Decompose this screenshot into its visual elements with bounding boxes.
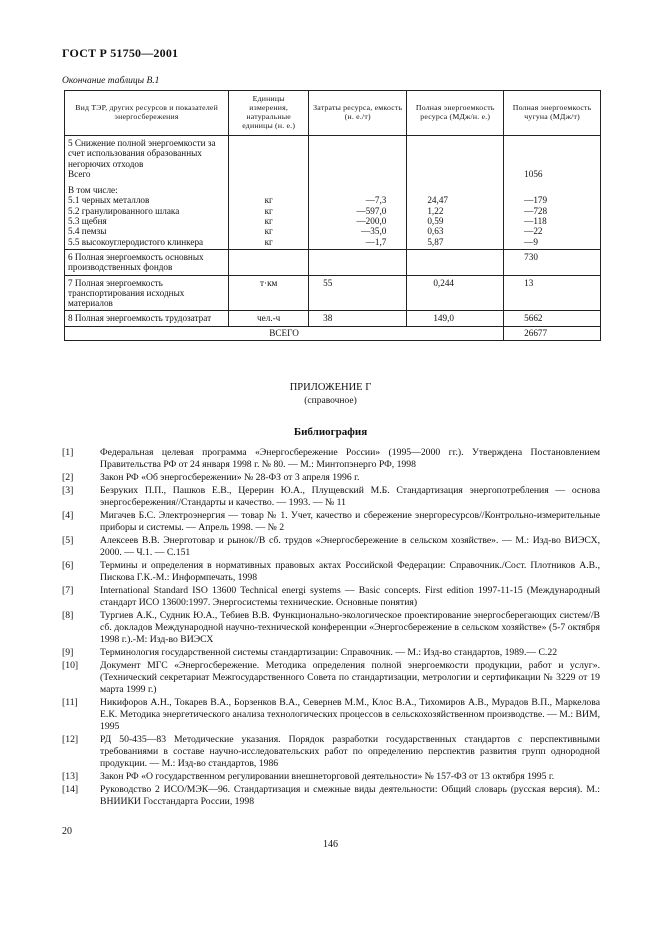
total-label: ВСЕГО	[65, 326, 504, 340]
table-total-row	[65, 326, 601, 340]
table-row	[65, 311, 601, 326]
bib-number: [14]	[62, 784, 79, 795]
bibliography-heading: Библиография	[293, 426, 368, 438]
header-cast-iron-energy: Полная энергоемкость чугуна (МДж/т)	[504, 91, 601, 136]
bib-number: [13]	[62, 771, 79, 782]
bib-text: Алексеев В.В. Энерготовар и рынок//В сб. трудов «Энергосбережение в сельском хозяйстве». — М.: Изд-во ВИЭСХ, 2000. — Ч.1. — С.151	[100, 535, 600, 558]
item-cost: —35,0	[309, 226, 407, 236]
bib-number: [7]	[62, 585, 74, 596]
row5-total-value: 1056	[504, 169, 601, 179]
list-item	[62, 784, 600, 808]
item-name: 5.1 черных металлов	[65, 195, 229, 205]
item-unit: кг	[229, 206, 309, 216]
item-cast: —728	[504, 206, 601, 216]
list-item	[62, 510, 600, 534]
list-item	[62, 535, 600, 559]
bib-text: Документ МГС «Энергосбережение. Методика определения полной энергоемкости продукции, работ и услуг». (Технический секретариат Межгосударственного Совета по стандартизации, метрологии и сертификации № 3229 от 19 марта 1999 г.)	[100, 660, 600, 695]
table-row	[65, 179, 601, 195]
bib-number: [9]	[62, 647, 74, 658]
item-unit: кг	[229, 216, 309, 226]
item-cost: —200,0	[309, 216, 407, 226]
item-cast: —9	[504, 237, 601, 250]
list-item	[62, 660, 600, 696]
list-item	[62, 610, 600, 646]
bib-text: Федеральная целевая программа «Энергосбережение России» (1995—2000 гг.). Утверждена Постановлением Правительства РФ от 24 января 1998 г. № 80. — М.: Минтопэнерго РФ, 1998	[100, 447, 600, 470]
list-item	[62, 560, 600, 584]
item-cost: —1,7	[309, 237, 407, 250]
row7-cast: 13	[504, 275, 601, 311]
list-item	[62, 647, 600, 659]
table-row	[65, 136, 601, 169]
header-units: Единицы измерения, натуральные единицы (н. е.)	[229, 91, 309, 136]
list-item	[62, 771, 600, 783]
bib-number: [2]	[62, 472, 74, 483]
bib-text: Безруких П.П., Пашков Е.В., Цеpeрин Ю.А., Плущевский М.Б. Стандартизация энергопотребления — основа энергосбережения//Стандарты и качество. — 1993. — № 11	[100, 485, 600, 508]
bib-text: Закон РФ «Об энергосбережении» № 28-ФЗ от 3 апреля 1996 г.	[100, 472, 360, 483]
row5-total-label: Всего	[65, 169, 229, 179]
bib-number: [11]	[62, 697, 78, 708]
table-row	[65, 237, 601, 250]
list-item	[62, 585, 600, 609]
bib-text: Термины и определения в нормативных правовых актах Российской Федерации: Справочник./Сост. Плотников А.В., Пискова Г.К.-М.: Информпечать, 1998	[100, 560, 600, 583]
item-energy: 0,63	[407, 226, 504, 236]
bib-number: [6]	[62, 560, 74, 571]
item-cost: —597,0	[309, 206, 407, 216]
row8-unit: чел.-ч	[229, 311, 309, 326]
item-energy: 0,59	[407, 216, 504, 226]
energy-table	[64, 90, 601, 341]
table-row	[65, 226, 601, 236]
row7-energy: 0,244	[407, 275, 504, 311]
item-cast: —179	[504, 195, 601, 205]
page-number-center: 146	[323, 839, 338, 850]
item-energy: 5,87	[407, 237, 504, 250]
list-item	[62, 447, 600, 471]
table-row	[65, 275, 601, 311]
page-number-left: 20	[62, 826, 72, 837]
bib-text: Мигачев Б.С. Электроэнергия — товар № 1. Учет, качество и сбережение энергоресурсов//Контрольно-измерительные приборы и системы. — Апрель 1998. — № 2	[100, 510, 600, 533]
table-row	[65, 195, 601, 205]
row5-sub-label: В том числе:	[65, 179, 229, 195]
table-row	[65, 206, 601, 216]
table-row	[65, 249, 601, 275]
item-unit: кг	[229, 195, 309, 205]
bib-number: [5]	[62, 535, 74, 546]
row8-cost: 38	[309, 311, 407, 326]
item-energy: 1,22	[407, 206, 504, 216]
row8-name: 8 Полная энергоемкость трудозатрат	[65, 311, 229, 326]
item-cast: —22	[504, 226, 601, 236]
row7-name: 7 Полная энергоемкость транспортирования исходных материалов	[65, 275, 229, 311]
header-resource-type: Вид ТЭР, других ресурсов и показателей энергосбережения	[65, 91, 229, 136]
bib-number: [1]	[62, 447, 74, 458]
item-unit: кг	[229, 237, 309, 250]
header-resource-energy: Полная энергоемкость ресурса (МДж/н. е.)	[407, 91, 504, 136]
bib-text: Терминология государственной системы стандартизации: Справочник. — М.: Изд-во стандартов, 1989.— С.22	[100, 647, 558, 658]
bib-text: РД 50-435—83 Методические указания. Порядок разработки государственных стандартов с перспективными требованиями в составе научно-исследовательских работ по определению перспектив развития групп однородной продукции. — М.: Изд-во стандартов, 1986	[100, 734, 600, 769]
bib-number: [8]	[62, 610, 74, 621]
bib-text: Закон РФ «О государственном регулировании внешнеторговой деятельности» № 157-ФЗ от 13 октября 1995 г.	[100, 771, 555, 782]
total-value: 26677	[504, 326, 601, 340]
table-caption: Окончание таблицы В.1	[62, 76, 160, 86]
item-unit: кг	[229, 226, 309, 236]
bib-text: Никифоров А.Н., Токарев В.А., Борзенков В.А., Севернев М.М., Клос В.А., Тихомиров А.В., Мурадов В.П., Маркелова Е.К. Методика энергетического анализа технологических процессов в сельскохозяйственном производстве. — М.: ВИМ, 1995	[100, 697, 600, 732]
list-item	[62, 697, 600, 733]
bib-number: [4]	[62, 510, 74, 521]
document-id: ГОСТ Р 51750—2001	[62, 46, 179, 60]
item-name: 5.3 щебня	[65, 216, 229, 226]
list-item	[62, 472, 600, 484]
row8-energy: 149,0	[407, 311, 504, 326]
list-item	[62, 485, 600, 509]
appendix-note: (справочное)	[304, 396, 357, 406]
row7-unit: т·км	[229, 275, 309, 311]
item-name: 5.4 пемзы	[65, 226, 229, 236]
item-cost: —7,3	[309, 195, 407, 205]
bib-number: [12]	[62, 734, 79, 745]
bib-text: International Standard ISO 13600 Technical energi systems — Basic concepts. First edition 1997-11-15 (Международный стандарт ИСО 13600:1997. Энергосистемы технические. Основные понятия)	[100, 585, 600, 608]
bib-number: [3]	[62, 485, 74, 496]
row7-cost: 55	[309, 275, 407, 311]
row5-title: 5 Снижение полной энергоемкости за счет использования образованных негорючих отходов	[65, 136, 229, 169]
row6-cast: 730	[504, 249, 601, 275]
table-row	[65, 216, 601, 226]
item-energy: 24,47	[407, 195, 504, 205]
item-cast: —118	[504, 216, 601, 226]
row8-cast: 5662	[504, 311, 601, 326]
table-row	[65, 169, 601, 179]
table-header-row	[65, 91, 601, 136]
bib-number: [10]	[62, 660, 79, 671]
item-name: 5.2 гранулированного шлака	[65, 206, 229, 216]
bib-text: Тургиев А.К., Судник Ю.А., Тебиев В.В. Функционально-экологическое проектирование энергосберегающих систем//В сб. докладов Международной научно-технической конференции «Энергосбережение в сельском хозяйстве» (5-7 октября 1998 г.).-М: Изд-во ВИЭСХ	[100, 610, 600, 645]
bib-text: Руководство 2 ИСО/МЭК—96. Стандартизация и смежные виды деятельности: Общий словарь (русская версия). М.: ВНИИКИ Госстандарта России, 1998	[100, 784, 600, 807]
bibliography-list	[62, 447, 600, 809]
list-item	[62, 734, 600, 770]
item-name: 5.5 высокоуглеродистого клинкера	[65, 237, 229, 250]
appendix-title: ПРИЛОЖЕНИЕ Г	[289, 382, 372, 393]
row6-name: 6 Полная энергоемкость основных производственных фондов	[65, 249, 229, 275]
header-resource-cost: Затраты ресурса, емкость (н. е./т)	[309, 91, 407, 136]
